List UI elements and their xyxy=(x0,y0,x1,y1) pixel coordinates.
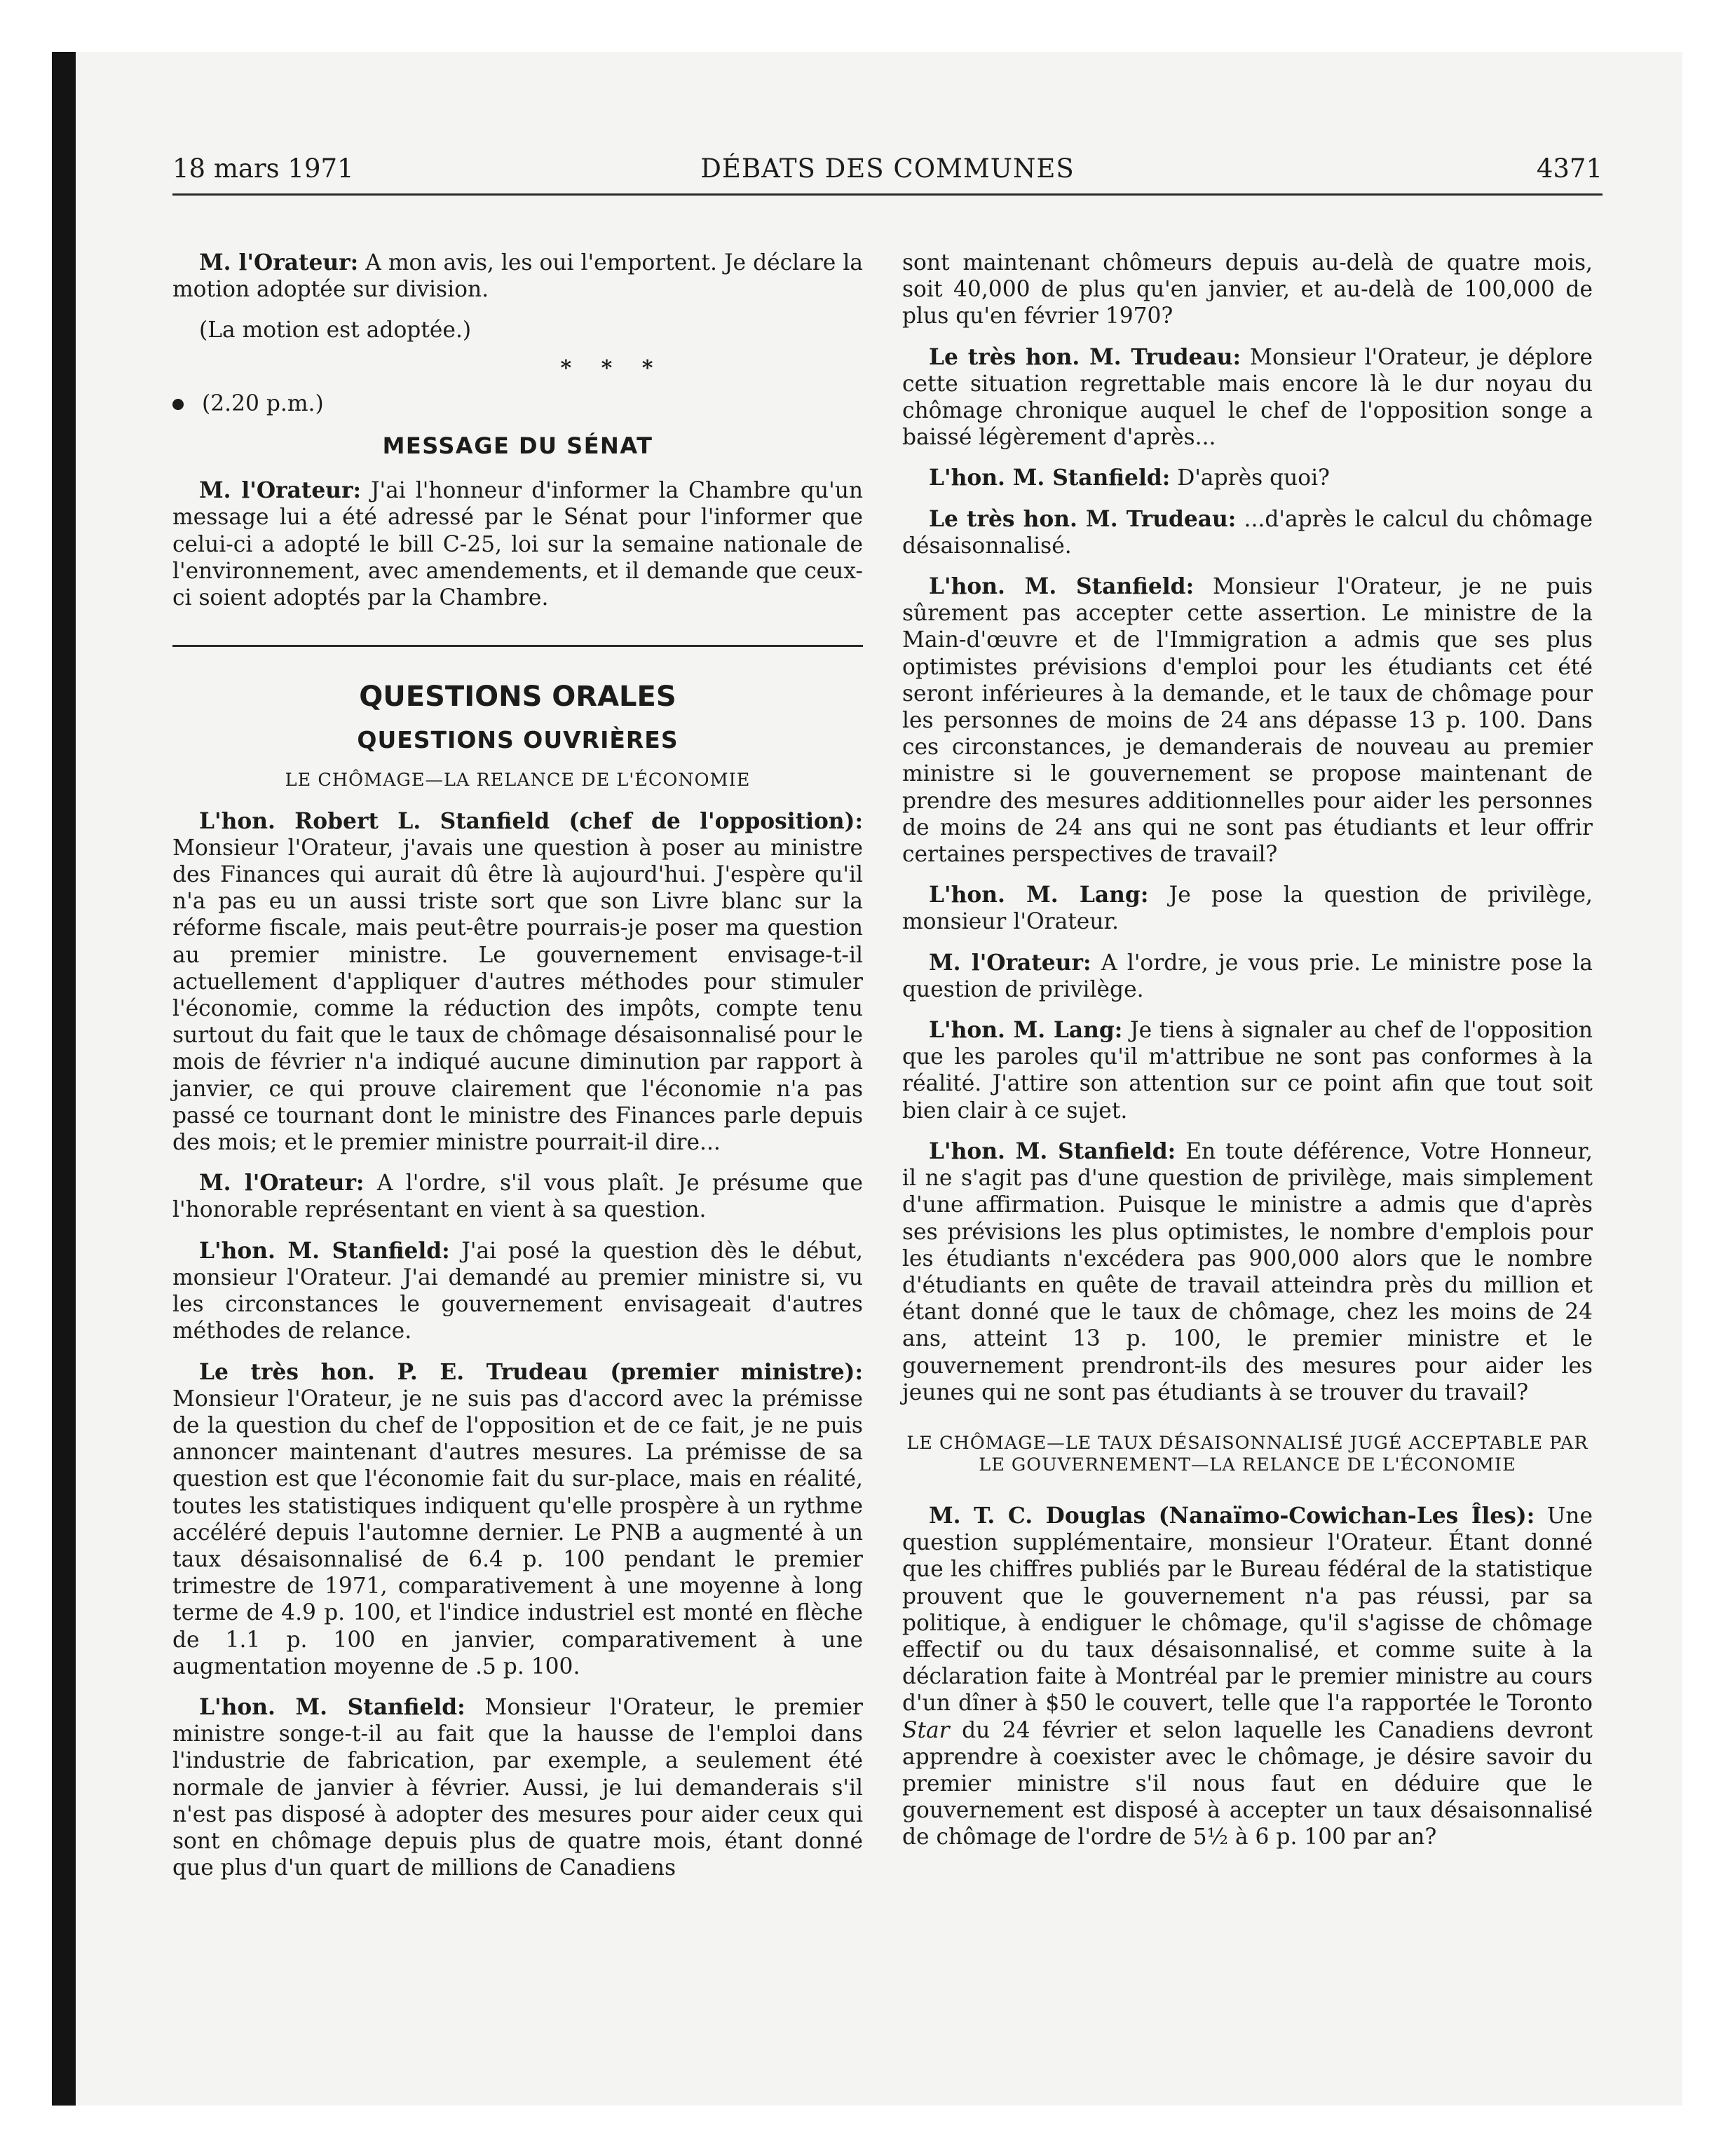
heading-questions-ouvrieres: QUESTIONS OUVRIÈRES xyxy=(357,726,679,754)
speaker-name: M. T. C. Douglas (Nanaïmo-Cowichan-Les Îles): xyxy=(929,1503,1535,1529)
paragraph-text: Je tiens à signaler au chef de l'opposition que les paroles qu'il m'attribue ne sont pas conformes à la réalité. J'attire son attention sur ce point afin que tout soit bien clair à ce sujet. xyxy=(902,1018,1593,1124)
header-date: 18 mars 1971 xyxy=(172,153,354,184)
speaker-name: M. l'Orateur: xyxy=(199,250,359,275)
paragraph xyxy=(902,1138,1593,1406)
left-column xyxy=(172,250,863,1895)
paragraph-text: ...d'après le calcul du chômage désaisonnalisé. xyxy=(902,506,1593,559)
section-divider xyxy=(172,645,863,647)
speaker-name: L'hon. M. Lang: xyxy=(929,1018,1123,1044)
paragraph xyxy=(172,1694,863,1881)
paragraph-text: A l'ordre, s'il vous plaît. Je présume que l'honorable représentant en vient à sa question. xyxy=(172,1171,863,1223)
paragraph-text: Une question supplémentaire, monsieur l'Orateur. Étant donné que les chiffres publiés par le Bureau fédéral de la statistique prouvent que le gouvernement n'a pas réussi, par sa politique, à endiguer le chômage, qu'il s'agisse de chômage effectif ou du taux désaisonnalisé, et comme suite à la déclaration faite à Montréal par le premier ministre au cours d'un dîner à $50 le couvert, telle que l'a rapportée le Toronto xyxy=(902,1503,1593,1717)
subheading-topic: LE CHÔMAGE—LA RELANCE DE L'ÉCONOMIE xyxy=(285,769,751,791)
paragraph xyxy=(902,344,1593,451)
paragraph-text: Monsieur l'Orateur, je ne suis pas d'accord avec la prémisse de la question du chef de l'opposition et de ce fait, je ne puis annoncer maintenant d'autres mesures. La prémisse de sa question est que l'économie fait du sur-place, mais en réalité, toutes les statistiques indiquent qu'elle prospère à un rythme accéléré depuis l'automne dernier. Le PNB a augmenté à un taux désaisonnalisé de 6.4 p. 100 pendant le premier trimestre de 1971, comparativement à une moyenne à long terme de 4.9 p. 100, et l'indice industriel est monté en flèche de 1.1 p. 100 en janvier, comparativement à une augmentation moyenne de .5 p. 100. xyxy=(172,1386,863,1679)
paragraph-text: D'après quoi? xyxy=(1170,465,1330,491)
speaker-name: L'hon. M. Stanfield: xyxy=(929,1138,1176,1164)
right-column xyxy=(902,250,1593,1865)
paragraph-text: Monsieur l'Orateur, j'avais une question à poser au ministre des Finances qui aurait dû être là aujourd'hui. J'espère qu'il n'a pas eu un aussi triste sort que son Livre blanc sur la réforme fiscale, mais peut-être pourrais-je poser ma question au premier ministre. Le gouvernement envisage-t-il actuellement d'appliquer d'autres méthodes pour stimuler l'économie, comme la réduction des impôts, compte tenu surtout du fait que le taux de chômage désaisonnalisé pour le mois de février n'a indiqué aucune diminution par rapport à janvier, ce qui prouve clairement que l'économie n'a pas passé ce tournant dont le ministre des Finances parle depuis des mois; et le premier ministre pourrait-il dire... xyxy=(172,835,863,1156)
time-text: (2.20 p.m.) xyxy=(202,390,324,416)
paragraph xyxy=(902,573,1593,868)
paragraph xyxy=(902,1503,1593,1851)
newspaper-name: Star xyxy=(902,1717,950,1743)
paragraph-text: Monsieur l'Orateur, je ne puis sûrement pas accepter cette assertion. Le ministre de la Main-d'œuvre et de l'Immigration a admis que ses plus optimistes prévisions d'emploi pour les étudiants cet été seront inférieures à la demande, et le taux de chômage pour les personnes de moins de 24 ans dépasse 13 p. 100. Dans ces circonstances, je demanderais de nouveau au premier ministre si le gouvernement se propose maintenant de prendre des mesures additionnelles pour aider les personnes de moins de 24 ans qui ne sont pas étudiants et leur offrir certaines perspectives de travail? xyxy=(902,574,1593,868)
paragraph xyxy=(902,882,1593,935)
paragraph-text: Je pose la question de privilège, monsieur l'Orateur. xyxy=(902,882,1593,935)
paragraph-text: J'ai posé la question dès le début, monsieur l'Orateur. J'ai demandé au premier ministre si, vu les circonstances le gouvernement envisageait d'autres méthodes de relance. xyxy=(172,1238,863,1344)
paragraph-text: J'ai l'honneur d'informer la Chambre qu'un message lui a été adressé par le Sénat pour l'informer que celui-ci a adopté le bill C-25, loi sur la semaine nationale de l'environnement, avec amendements, et il demande que ceux-ci soient adoptés par la Chambre. xyxy=(172,478,864,611)
heading-questions-orales: QUESTIONS ORALES xyxy=(359,681,676,714)
paragraph xyxy=(172,477,863,611)
speaker-name: Le très hon. M. Trudeau: xyxy=(929,506,1237,532)
page-header xyxy=(172,151,1603,196)
paragraph xyxy=(902,1017,1593,1124)
paragraph xyxy=(172,250,863,303)
heading-message-senat: MESSAGE DU SÉNAT xyxy=(382,432,653,460)
subheading-topic: LE CHÔMAGE—LE TAUX DÉSAISONNALISÉ JUGÉ ACCEPTABLE PAR LE GOUVERNEMENT—LA RELANCE DE L'ÉCONOMIE xyxy=(906,1432,1588,1475)
paragraph xyxy=(902,465,1593,491)
paragraph-text: Monsieur l'Orateur, le premier ministre songe-t-il au fait que la hausse de l'emploi dans l'industrie de fabrication, par exemple, a seulement été normale de janvier à février. Aussi, je lui demanderais s'il n'est pas disposé à adopter des mesures pour aider ceux qui sont en chômage depuis plus de quatre mois, étant donné que plus d'un quart de millions de Canadiens xyxy=(172,1694,863,1881)
speaker-name: L'hon. M. Lang: xyxy=(929,882,1149,908)
paragraph xyxy=(172,808,863,1157)
speaker-name: Le très hon. M. Trudeau: xyxy=(929,344,1241,370)
speaker-name: M. l'Orateur: xyxy=(199,1171,365,1196)
paragraph-text: A mon avis, les oui l'emportent. Je déclare la motion adoptée sur division. xyxy=(172,250,864,303)
paragraph-text: En toute déférence, Votre Honneur, il ne s'agit pas d'une question de privilège, mais simplement d'une affirmation. Puisque le ministre a admis que d'après ses prévisions les plus optimistes, le nombre d'emplois pour les étudiants n'excédera pas 900,000 alors que le nombre d'étudiants en quête de travail atteindra près du million et étant donné que le taux de chômage, chez les moins de 24 ans, atteint 13 p. 100, le premier ministre et le gouvernement prendront-ils des mesures pour aider les jeunes qui ne sont pas étudiants à se trouver du travail? xyxy=(902,1138,1593,1405)
header-page-number: 4371 xyxy=(1536,153,1603,184)
speaker-name: Le très hon. P. E. Trudeau (premier ministre): xyxy=(199,1359,863,1385)
paragraph xyxy=(172,1170,863,1223)
paragraph-text: du 24 février et selon laquelle les Canadiens devront apprendre à coexister avec le chômage, je désire savoir du premier ministre s'il nous faut en déduire que le gouvernement est disposé à accepter un taux désaisonnalisé de chômage de l'ordre de 5½ à 6 p. 100 par an? xyxy=(902,1717,1593,1850)
paragraph xyxy=(172,1238,863,1345)
time-stamp xyxy=(172,390,863,417)
speaker-name: L'hon. M. Stanfield: xyxy=(929,574,1195,600)
speaker-name: M. l'Orateur: xyxy=(929,950,1091,976)
paragraph-text: Monsieur l'Orateur, je déplore cette situation regrettable mais encore là le dur noyau du chômage chronique auquel le chef de l'opposition songe a baissé légèrement d'après... xyxy=(902,344,1593,451)
speaker-name: L'hon. Robert L. Stanfield (chef de l'opposition): xyxy=(199,808,863,834)
speaker-name: L'hon. M. Stanfield: xyxy=(199,1694,465,1720)
paragraph xyxy=(902,506,1593,559)
paragraph-continued: sont maintenant chômeurs depuis au-delà de quatre mois, soit 40,000 de plus qu'en janvier, et au-delà de 100,000 de plus qu'en février 1970? xyxy=(902,250,1593,329)
header-title: DÉBATS DES COMMUNES xyxy=(700,153,1075,184)
speaker-name: M. l'Orateur: xyxy=(199,478,362,504)
paragraph-text: A l'ordre, je vous prie. Le ministre pose la question de privilège. xyxy=(902,950,1593,1002)
bullet-icon xyxy=(172,399,184,410)
paragraph xyxy=(172,1359,863,1680)
section-stars: * * * xyxy=(560,355,665,381)
speaker-name: L'hon. M. Stanfield: xyxy=(929,465,1171,491)
scan-binding-edge xyxy=(52,52,76,2106)
speaker-name: L'hon. M. Stanfield: xyxy=(199,1238,450,1264)
paragraph xyxy=(902,950,1593,1003)
procedural-note: (La motion est adoptée.) xyxy=(199,318,472,343)
